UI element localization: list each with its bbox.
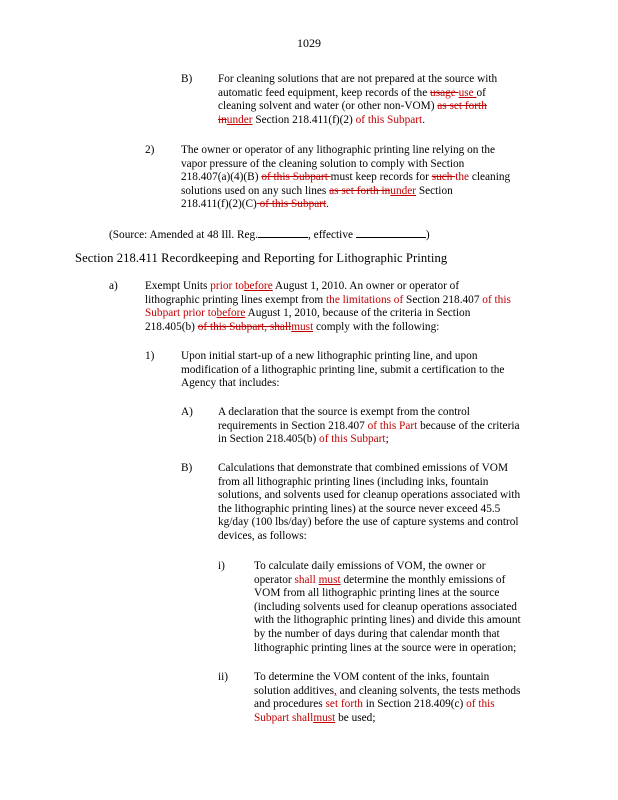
text-line: Calculations that demonstrate that combined emissions of VOM <box>218 462 509 474</box>
text-line: solution additives, and cleaning solvents, the tests methods <box>254 684 521 697</box>
text-line: The owner or operator of any lithographic printing line relying on the <box>181 144 496 156</box>
inserted-text: use <box>458 86 477 99</box>
added-text: of this Subpart <box>355 113 423 126</box>
text-line: Subpart prior tobefore August 1, 2010, because of the criteria in Section <box>145 307 471 320</box>
text-line: modification of a lithographic printing line, submit a certification to the <box>181 363 505 376</box>
text-line: solutions, and solvents used for cleanup operations associated with <box>218 489 521 502</box>
inserted-text: under <box>390 184 417 197</box>
text-line: Subpart shallmust be used; <box>254 711 376 724</box>
inserted-text: before <box>216 307 246 320</box>
item-label: B) <box>181 73 193 85</box>
text-line: A declaration that the source is exempt from the control <box>218 406 470 418</box>
inserted-text: , <box>334 684 337 697</box>
text-line: 218.411(f)(2)(C) of this Subpart. <box>181 198 329 211</box>
deleted-text: of this Subpart <box>261 171 331 184</box>
added-text: Subpart prior to <box>145 307 217 320</box>
inserted-text: must <box>291 320 314 333</box>
text-line: devices, as follows: <box>218 529 307 542</box>
deleted-text: usage <box>430 86 459 99</box>
deleted-text: as set forth <box>437 100 487 113</box>
text-line: (including solvents used for cleanup operations associated <box>254 600 517 613</box>
text-line: Upon initial start-up of a new lithographic printing line, and upon <box>181 350 478 362</box>
text-line: Agency that includes: <box>181 377 280 390</box>
text-line: To determine the VOM content of the inks, fountain <box>254 671 490 683</box>
item-label: i) <box>218 560 225 572</box>
deleted-text: as set forth in <box>329 184 391 197</box>
deleted-text: in <box>218 113 227 126</box>
item-label: a) <box>109 280 118 292</box>
blank-line <box>356 226 426 238</box>
text-line: the lithographic printing lines) at the source never exceed 45.5 <box>218 502 501 515</box>
text-line: operator shall must determine the monthly emissions of <box>254 573 506 586</box>
item-label: A) <box>181 406 193 418</box>
text-line: inunder Section 218.411(f)(2) of this Subpart. <box>218 113 426 126</box>
section-heading: Section 218.411 Recordkeeping and Reporting for Lithographic Printing <box>75 251 448 265</box>
text-line: in Section 218.405(b) of this Subpart; <box>218 433 389 446</box>
text-line: from all lithographic printing lines (including inks, fountain <box>218 475 489 488</box>
text-line: 218.407(a)(4)(B) of this Subpart must keep records for such the cleaning <box>181 171 511 184</box>
text-line: cleaning solvent and water (or other non-VOM) as set forth <box>218 100 487 113</box>
added-text: set forth <box>325 698 363 711</box>
text-line: VOM from all lithographic printing lines at the source <box>254 587 500 600</box>
text-line: For cleaning solutions that are not prepared at the source with <box>218 73 498 85</box>
added-text: the <box>455 171 470 184</box>
page-number: 1029 <box>297 36 321 50</box>
added-text: prior to <box>210 280 244 292</box>
source-note: (Source: Amended at 48 Ill. Reg. , effective ) <box>109 226 430 243</box>
deleted-text: before <box>243 280 273 292</box>
inserted-text: must <box>313 711 336 724</box>
deleted-text: such <box>431 171 456 184</box>
deleted-text: of this Subpart, shall <box>197 320 292 333</box>
text-line: and procedures set forth in Section 218.409(c) of this <box>254 698 495 711</box>
deleted-text: of this Subpart <box>256 198 327 211</box>
item-label: 2) <box>145 144 155 156</box>
inserted-text: must <box>318 573 341 586</box>
item-label: ii) <box>218 671 229 683</box>
text-line: requirements in Section 218.407 of this Part because of the criteria <box>218 419 520 432</box>
text-line: vapor pressure of the cleaning solution to comply with Section <box>181 157 465 170</box>
added-text: of this <box>466 698 495 711</box>
text-line: by the number of days during that calendar month that <box>254 627 500 640</box>
text-line: To calculate daily emissions of VOM, the owner or <box>254 560 486 572</box>
text-line: solutions used on any such lines as set forth inunder Section <box>181 184 453 197</box>
added-text: of this Subpart <box>319 433 386 446</box>
added-text: of this Part <box>367 419 418 432</box>
text-line: Exempt Units prior tobefore August 1, 2010. An owner or operator of <box>145 280 460 292</box>
item-label: 1) <box>145 350 155 362</box>
added-text: shall <box>294 573 319 586</box>
text-line: lithographic printing lines exempt from the limitations of Section 218.407 of this <box>145 293 511 306</box>
added-text: of this <box>482 293 511 306</box>
text-line: lithographic printing lines at the source were in operation; <box>254 641 517 654</box>
text-line: kg/day (100 lbs/day) before the use of capture systems and control <box>218 516 519 529</box>
added-text: the limitations of <box>326 293 404 306</box>
text-line: with the lithographic printing lines) and divide this amount <box>254 614 521 627</box>
item-label: B) <box>181 462 193 474</box>
blank-line <box>258 226 308 238</box>
added-text: Subpart shall <box>254 711 314 724</box>
text-line: 218.405(b) of this Subpart, shallmust comply with the following: <box>145 320 440 333</box>
text-line: automatic feed equipment, keep records of the usage use of <box>218 86 486 99</box>
inserted-text: under <box>226 113 253 126</box>
